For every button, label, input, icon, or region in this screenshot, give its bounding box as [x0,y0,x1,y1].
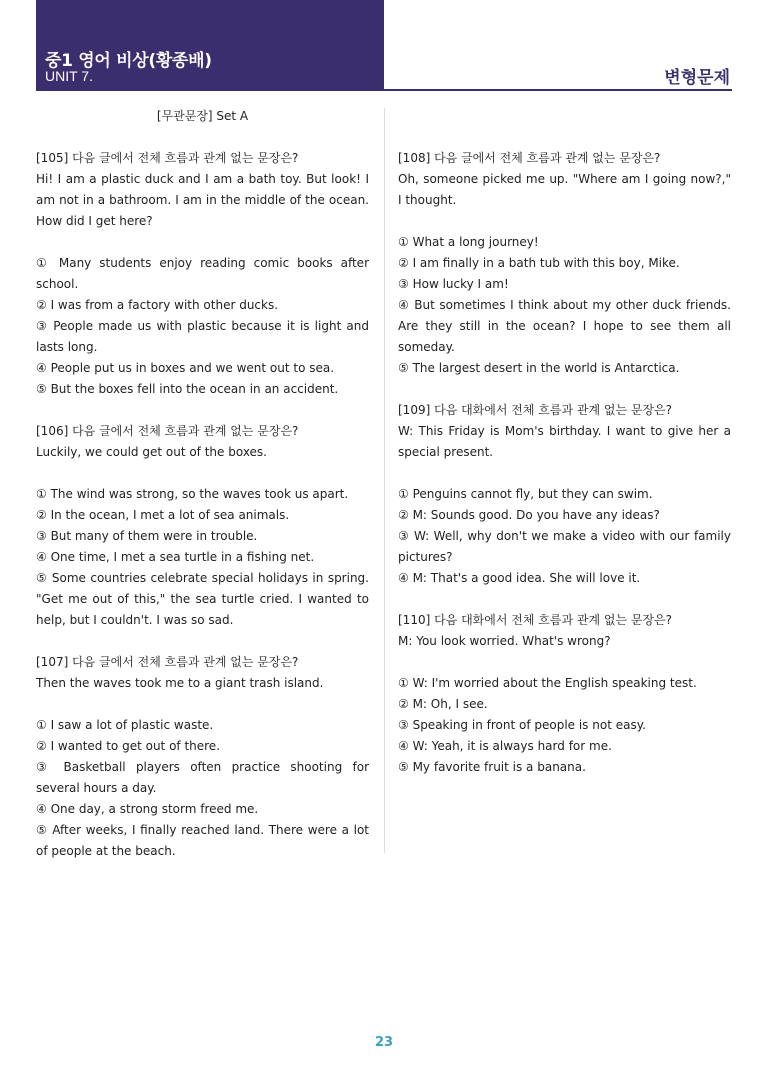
answer-option: ③ Speaking in front of people is not easy. [398,718,646,732]
answer-option: ① The wind was strong, so the waves took us apart. [36,487,349,501]
left-column [36,106,369,883]
question-passage: Luckily, we could get out of the boxes. [36,445,267,459]
right-question-list [398,148,731,778]
answer-option: ① What a long journey! [398,235,539,249]
answer-option: ② I am finally in a bath tub with this boy, Mike. [398,256,680,270]
spacer [398,211,731,232]
question-block [398,148,731,379]
answer-option: ⑤ After weeks, I finally reached land. There were a lot of people at the beach. [36,823,369,858]
question-heading: [106] 다음 글에서 전체 흐름과 관계 없는 문장은? [36,424,299,438]
answer-option: ④ One time, I met a sea turtle in a fishing net. [36,550,315,564]
answer-option: ② I was from a factory with other ducks. [36,298,279,312]
answer-option: ④ People put us in boxes and we went out to sea. [36,361,335,375]
spacer [398,652,731,673]
answer-option: ② M: Sounds good. Do you have any ideas? [398,508,660,522]
question-heading: [107] 다음 글에서 전체 흐름과 관계 없는 문장은? [36,655,299,669]
header-rule [384,89,732,91]
answer-option: ③ But many of them were in trouble. [36,529,258,543]
section-label: 변형문제 [664,68,730,88]
question-heading: [105] 다음 글에서 전체 흐름과 관계 없는 문장은? [36,151,299,165]
answer-option: ① Penguins cannot fly, but they can swim. [398,487,653,501]
question-passage: Hi! I am a plastic duck and I am a bath toy. But look! I am not in a bathroom. I am in the middle of the ocean. How did I get here? [36,172,369,228]
spacer [398,463,731,484]
question-block [36,148,369,400]
question-block [398,400,731,589]
answer-option: ⑤ The largest desert in the world is Antarctica. [398,361,680,375]
book-title: 중1 영어 비상(황종배) [45,51,212,71]
set-title: [무관문장] Set A [156,109,249,123]
question-passage: W: This Friday is Mom's birthday. I want to give her a special present. [398,424,731,459]
question-passage: Then the waves took me to a giant trash island. [36,676,324,690]
spacer [36,232,369,253]
column-divider [384,108,385,853]
answer-option: ① I saw a lot of plastic waste. [36,718,214,732]
answer-option: ① W: I'm worried about the English speaking test. [398,676,697,690]
answer-option: ③ How lucky I am! [398,277,509,291]
question-block [36,652,369,862]
question-passage: Oh, someone picked me up. "Where am I going now?," I thought. [398,172,731,207]
right-column [398,148,731,799]
answer-option: ① Many students enjoy reading comic books after school. [36,256,369,291]
answer-option: ② M: Oh, I see. [398,697,488,711]
question-passage: M: You look worried. What's wrong? [398,634,611,648]
question-heading: [109] 다음 대화에서 전체 흐름과 관계 없는 문장은? [398,403,672,417]
answer-option: ③ People made us with plastic because it is light and lasts long. [36,319,369,354]
answer-option: ⑤ Some countries celebrate special holidays in spring. "Get me out of this," the sea turtle cried. I wanted to help, but I couldn't. I was so sad. [36,571,369,627]
answer-option: ③ W: Well, why don't we make a video with our family pictures? [398,529,731,564]
header-banner [36,0,384,91]
answer-option: ⑤ But the boxes fell into the ocean in an accident. [36,382,339,396]
unit-label: UNIT 7. [45,68,93,84]
spacer [36,463,369,484]
spacer [36,694,369,715]
answer-option: ④ One day, a strong storm freed me. [36,802,259,816]
question-block [398,610,731,778]
answer-option: ⑤ My favorite fruit is a banana. [398,760,586,774]
answer-option: ② I wanted to get out of there. [36,739,221,753]
question-heading: [110] 다음 대화에서 전체 흐름과 관계 없는 문장은? [398,613,672,627]
question-block [36,421,369,631]
left-question-list [36,148,369,862]
answer-option: ④ M: That's a good idea. She will love it. [398,571,641,585]
answer-option: ② In the ocean, I met a lot of sea animals. [36,508,290,522]
answer-option: ④ But sometimes I think about my other duck friends. Are they still in the ocean? I hope to see them all someday. [398,298,731,354]
page-number: 23 [374,1035,394,1050]
answer-option: ④ W: Yeah, it is always hard for me. [398,739,612,753]
question-heading: [108] 다음 글에서 전체 흐름과 관계 없는 문장은? [398,151,661,165]
answer-option: ③ Basketball players often practice shooting for several hours a day. [36,760,369,795]
